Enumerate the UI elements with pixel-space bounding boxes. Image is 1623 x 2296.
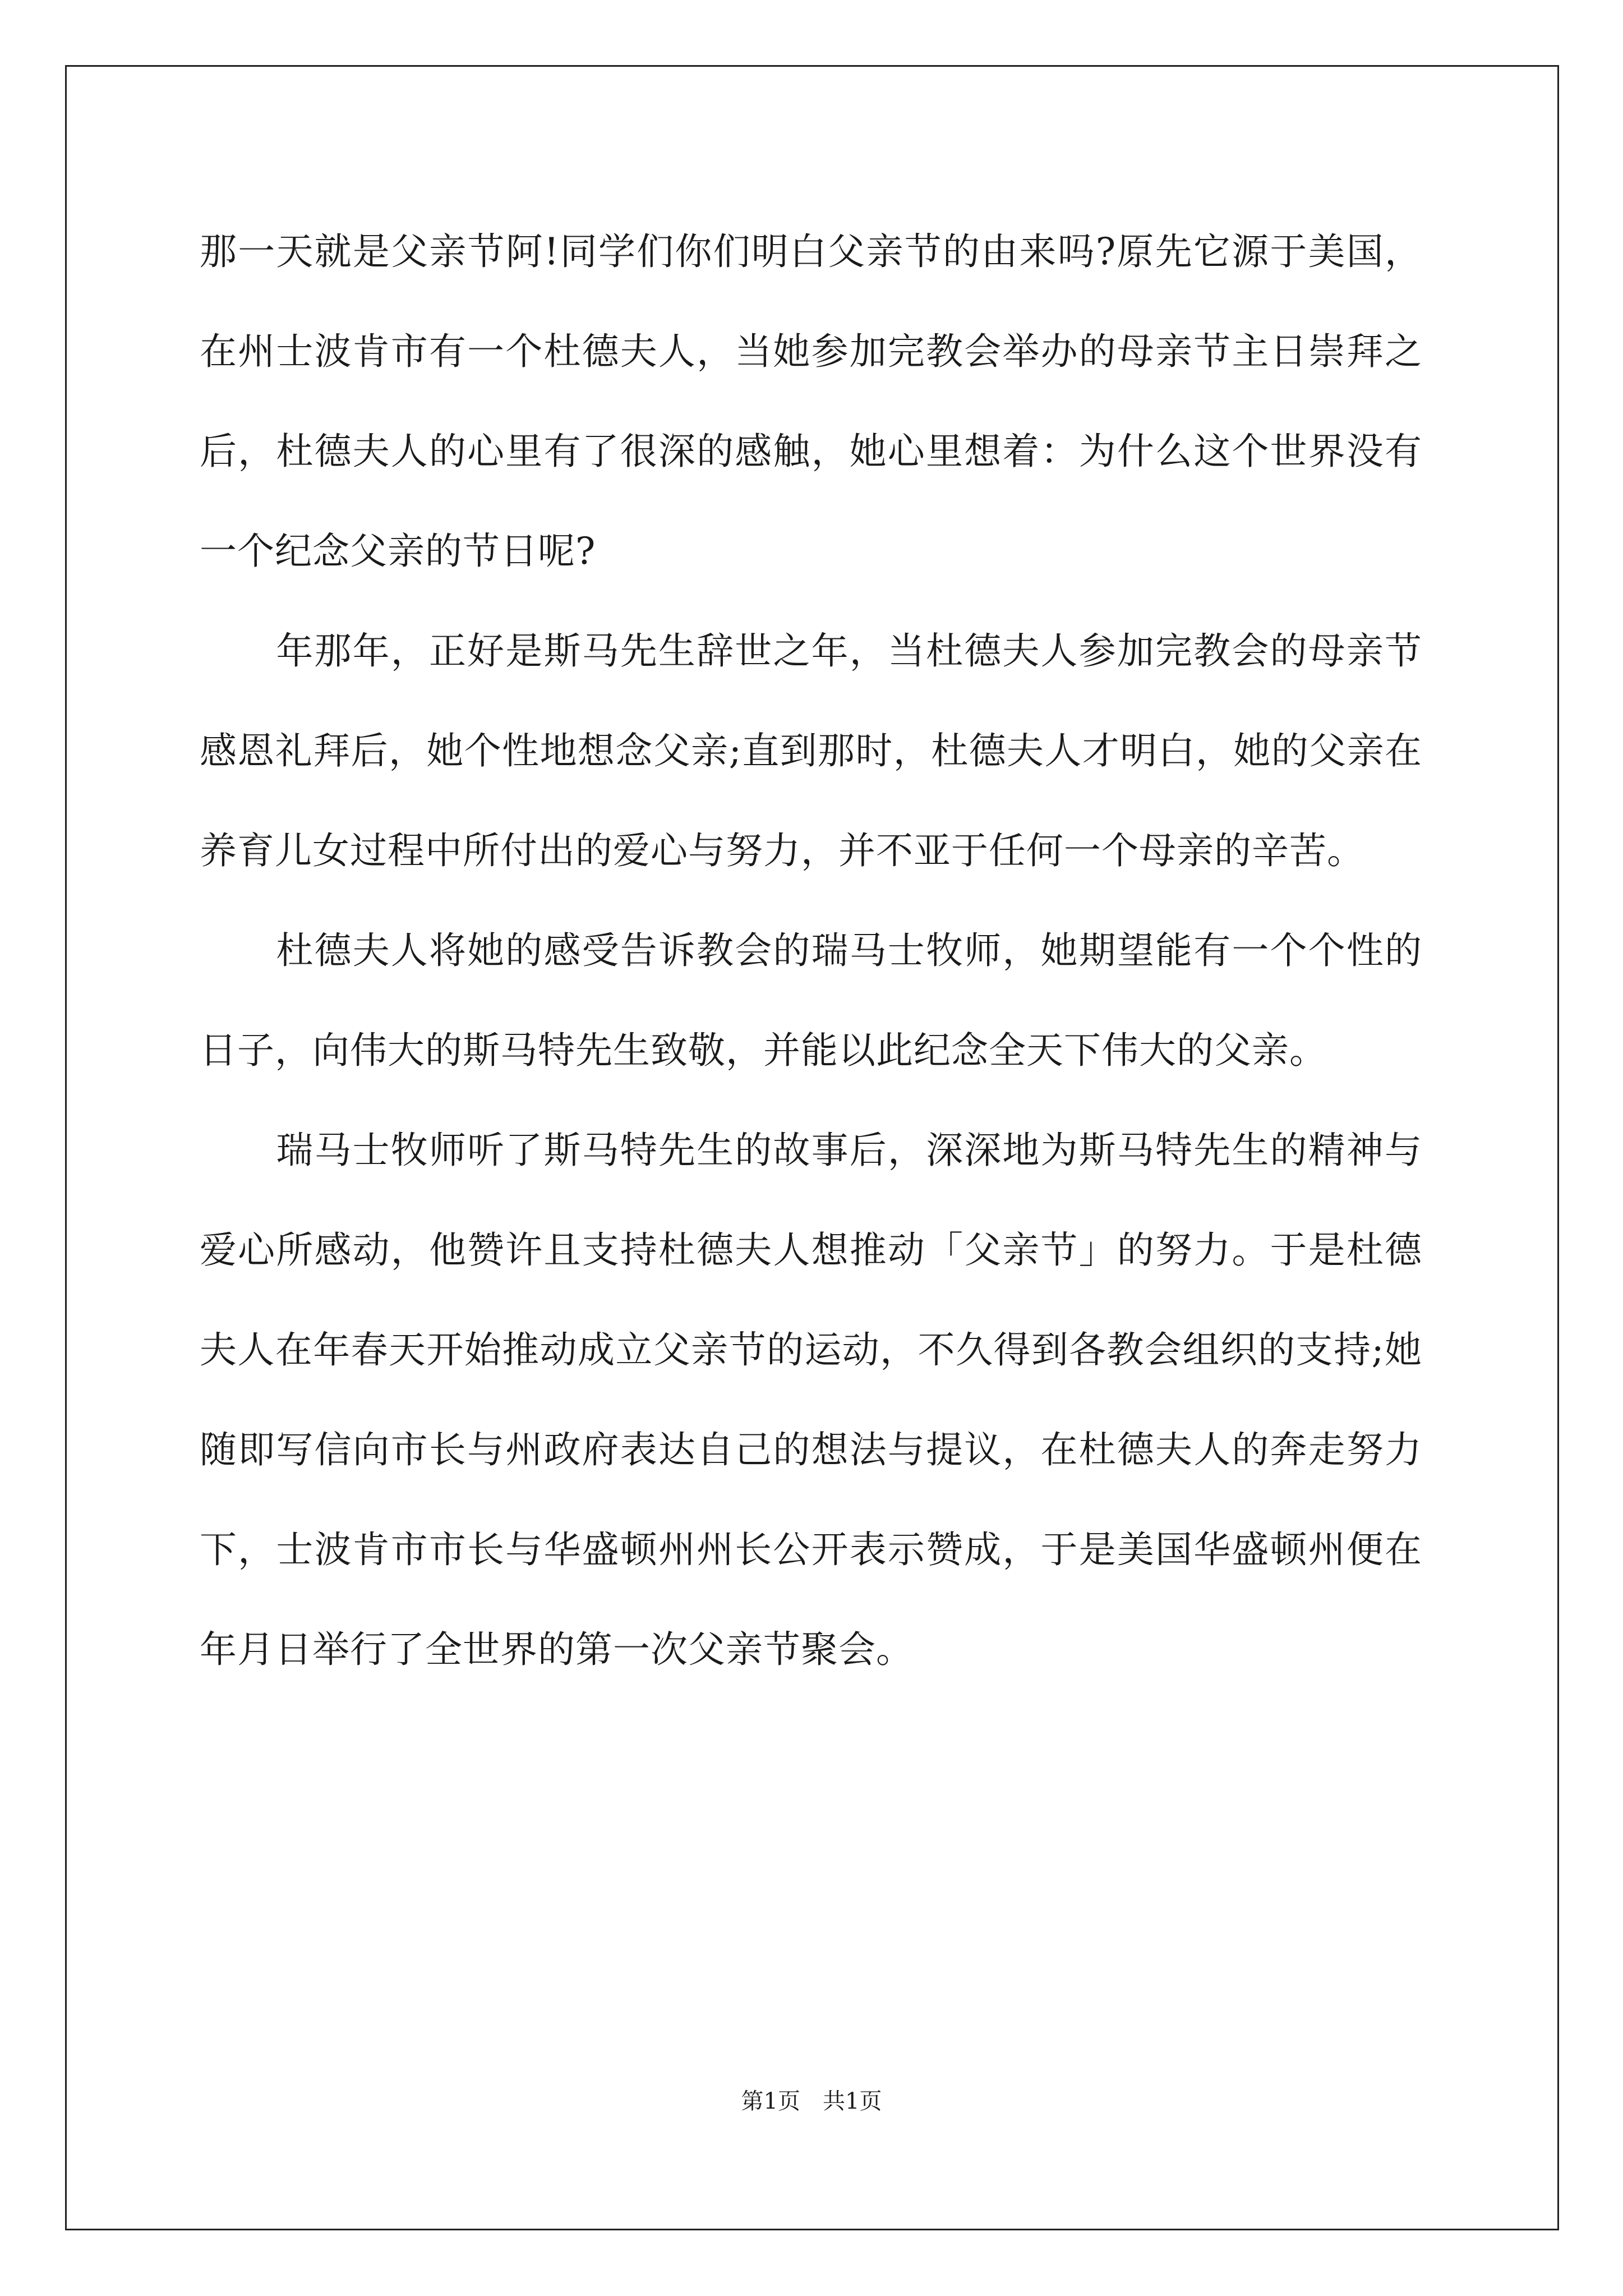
paragraph-2: 年那年，正好是斯马先生辞世之年，当杜德夫人参加完教会的母亲节感恩礼拜后，她个性地想念父亲;直到那时，杜德夫人才明白，她的父亲在养育儿女过程中所付出的爱心与努力，并不亚于任何一个母亲的辛苦。 (200, 629, 1422, 872)
document-body (200, 202, 1422, 1700)
paragraph-1: 那一天就是父亲节阿!同学们你们明白父亲节的由来吗?原先它源于美国，在州士波肯市有一个杜德夫人，当她参加完教会举办的母亲节主日崇拜之后，杜德夫人的心里有了很深的感触，她心里想着：为什么这个世界没有一个纪念父亲的节日呢? (200, 230, 1422, 573)
paragraph-4: 瑞马士牧师听了斯马特先生的故事后，深深地为斯马特先生的精神与爱心所感动，他赞许且支持杜德夫人想推动「父亲节」的努力。于是杜德夫人在年春天开始推动成立父亲节的运动，不久得到各教会组织的支持;她随即写信向市长与州政府表达自己的想法与提议，在杜德夫人的奔走努力下，士波肯市市长与华盛顿州州长公开表示赞成，于是美国华盛顿州便在年月日举行了全世界的第一次父亲节聚会。 (200, 1129, 1422, 1671)
page-number-footer: 第1页 共1页 (741, 2088, 882, 2114)
paragraph-3: 杜德夫人将她的感受告诉教会的瑞马士牧师，她期望能有一个个性的日子，向伟大的斯马特先生致敬，并能以此纪念全天下伟大的父亲。 (200, 929, 1422, 1072)
